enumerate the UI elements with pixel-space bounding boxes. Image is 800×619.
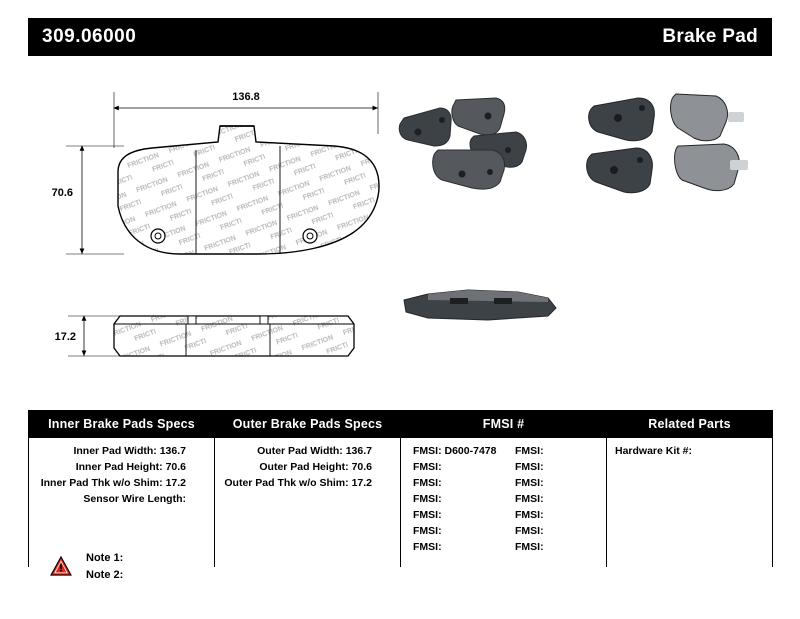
column-header-related-parts: Related Parts xyxy=(607,411,772,438)
fmsi-row xyxy=(407,493,600,505)
pad-side-view-diagram xyxy=(48,294,388,384)
fmsi-left-4: FMSI: xyxy=(413,493,442,505)
header-bar xyxy=(28,18,772,56)
fmsi-body xyxy=(401,438,606,567)
outer-pad-width-value: 136.7 xyxy=(345,445,372,457)
fmsi-left-7: FMSI: xyxy=(413,541,442,553)
fmsi-row xyxy=(407,525,600,537)
notes-section xyxy=(50,552,123,586)
spec-row-inner-pad-width xyxy=(35,445,186,457)
outer-specs-body xyxy=(215,438,400,556)
inner-pad-height-label: Inner Pad Height: xyxy=(75,461,163,473)
outer-pad-height-value: 70.6 xyxy=(351,461,372,473)
fmsi-row xyxy=(407,541,600,553)
related-parts-row xyxy=(615,445,766,457)
fmsi-right-5: FMSI: xyxy=(515,509,544,521)
fmsi-row xyxy=(407,461,600,473)
note-1-label: Note 1: xyxy=(86,552,124,564)
fmsi-row xyxy=(407,477,600,489)
column-header-outer-specs: Outer Brake Pads Specs xyxy=(215,411,400,438)
outer-pad-height-label: Outer Pad Height: xyxy=(259,461,349,473)
note-2 xyxy=(86,569,123,581)
specifications-table xyxy=(28,410,773,567)
fmsi-row xyxy=(407,509,600,521)
product-photo-pad-set-right xyxy=(584,88,754,203)
fmsi-left-1: FMSI: D600-7478 xyxy=(413,445,497,457)
column-inner-brake-pads-specs xyxy=(29,411,215,567)
fmsi-right-4: FMSI: xyxy=(515,493,544,505)
document-type-title: Brake Pad xyxy=(662,26,758,47)
dimension-width-label: 136.8 xyxy=(232,91,260,103)
inner-pad-width-label: Inner Pad Width: xyxy=(73,445,157,457)
spec-row-outer-pad-thickness xyxy=(221,477,372,489)
inner-specs-body xyxy=(29,438,214,556)
fmsi-right-7: FMSI: xyxy=(515,541,544,553)
sensor-wire-length-label: Sensor Wire Length: xyxy=(83,493,186,505)
note-1 xyxy=(86,552,123,564)
pad-side-profile xyxy=(114,316,354,356)
outer-pad-width-label: Outer Pad Width: xyxy=(257,445,343,457)
spec-row-inner-pad-height xyxy=(35,461,186,473)
column-outer-brake-pads-specs xyxy=(215,411,401,567)
product-photo-side-profile xyxy=(398,274,568,334)
note-2-label: Note 2: xyxy=(86,569,124,581)
column-related-parts xyxy=(607,411,773,567)
dimension-height-label: 70.6 xyxy=(51,187,73,199)
spec-row-sensor-wire-length xyxy=(35,493,186,505)
column-fmsi xyxy=(401,411,607,567)
column-header-inner-specs: Inner Brake Pads Specs xyxy=(29,411,214,438)
inner-pad-width-value: 136.7 xyxy=(159,445,186,457)
part-number: 309.06000 xyxy=(42,26,137,47)
column-header-fmsi: FMSI # xyxy=(401,411,606,438)
spec-row-outer-pad-width xyxy=(221,445,372,457)
fmsi-left-3: FMSI: xyxy=(413,477,442,489)
warning-icon xyxy=(50,556,72,576)
hardware-kit-label: Hardware Kit #: xyxy=(615,445,693,457)
related-parts-body xyxy=(607,438,772,556)
product-photo-pad-set-left xyxy=(396,92,546,202)
dimension-thickness-label: 17.2 xyxy=(54,331,76,343)
fmsi-left-5: FMSI: xyxy=(413,509,442,521)
fmsi-left-6: FMSI: xyxy=(413,525,442,537)
outer-pad-thickness-label: Outer Pad Thk w/o Shim: xyxy=(224,477,349,489)
fmsi-right-6: FMSI: xyxy=(515,525,544,537)
fmsi-right-1: FMSI: xyxy=(515,445,544,457)
fmsi-right-3: FMSI: xyxy=(515,477,544,489)
fmsi-row xyxy=(407,445,600,457)
outer-pad-thickness-value: 17.2 xyxy=(351,477,372,489)
pad-front-view-diagram xyxy=(48,76,408,326)
notes-text-block xyxy=(86,552,123,586)
fmsi-right-2: FMSI: xyxy=(515,461,544,473)
spec-row-inner-pad-thickness xyxy=(35,477,186,489)
inner-pad-height-value: 70.6 xyxy=(165,461,186,473)
technical-drawing-area xyxy=(28,66,772,396)
inner-pad-thickness-label: Inner Pad Thk w/o Shim: xyxy=(40,477,163,489)
inner-pad-thickness-value: 17.2 xyxy=(165,477,186,489)
spec-row-outer-pad-height xyxy=(221,461,372,473)
fmsi-left-2: FMSI: xyxy=(413,461,442,473)
